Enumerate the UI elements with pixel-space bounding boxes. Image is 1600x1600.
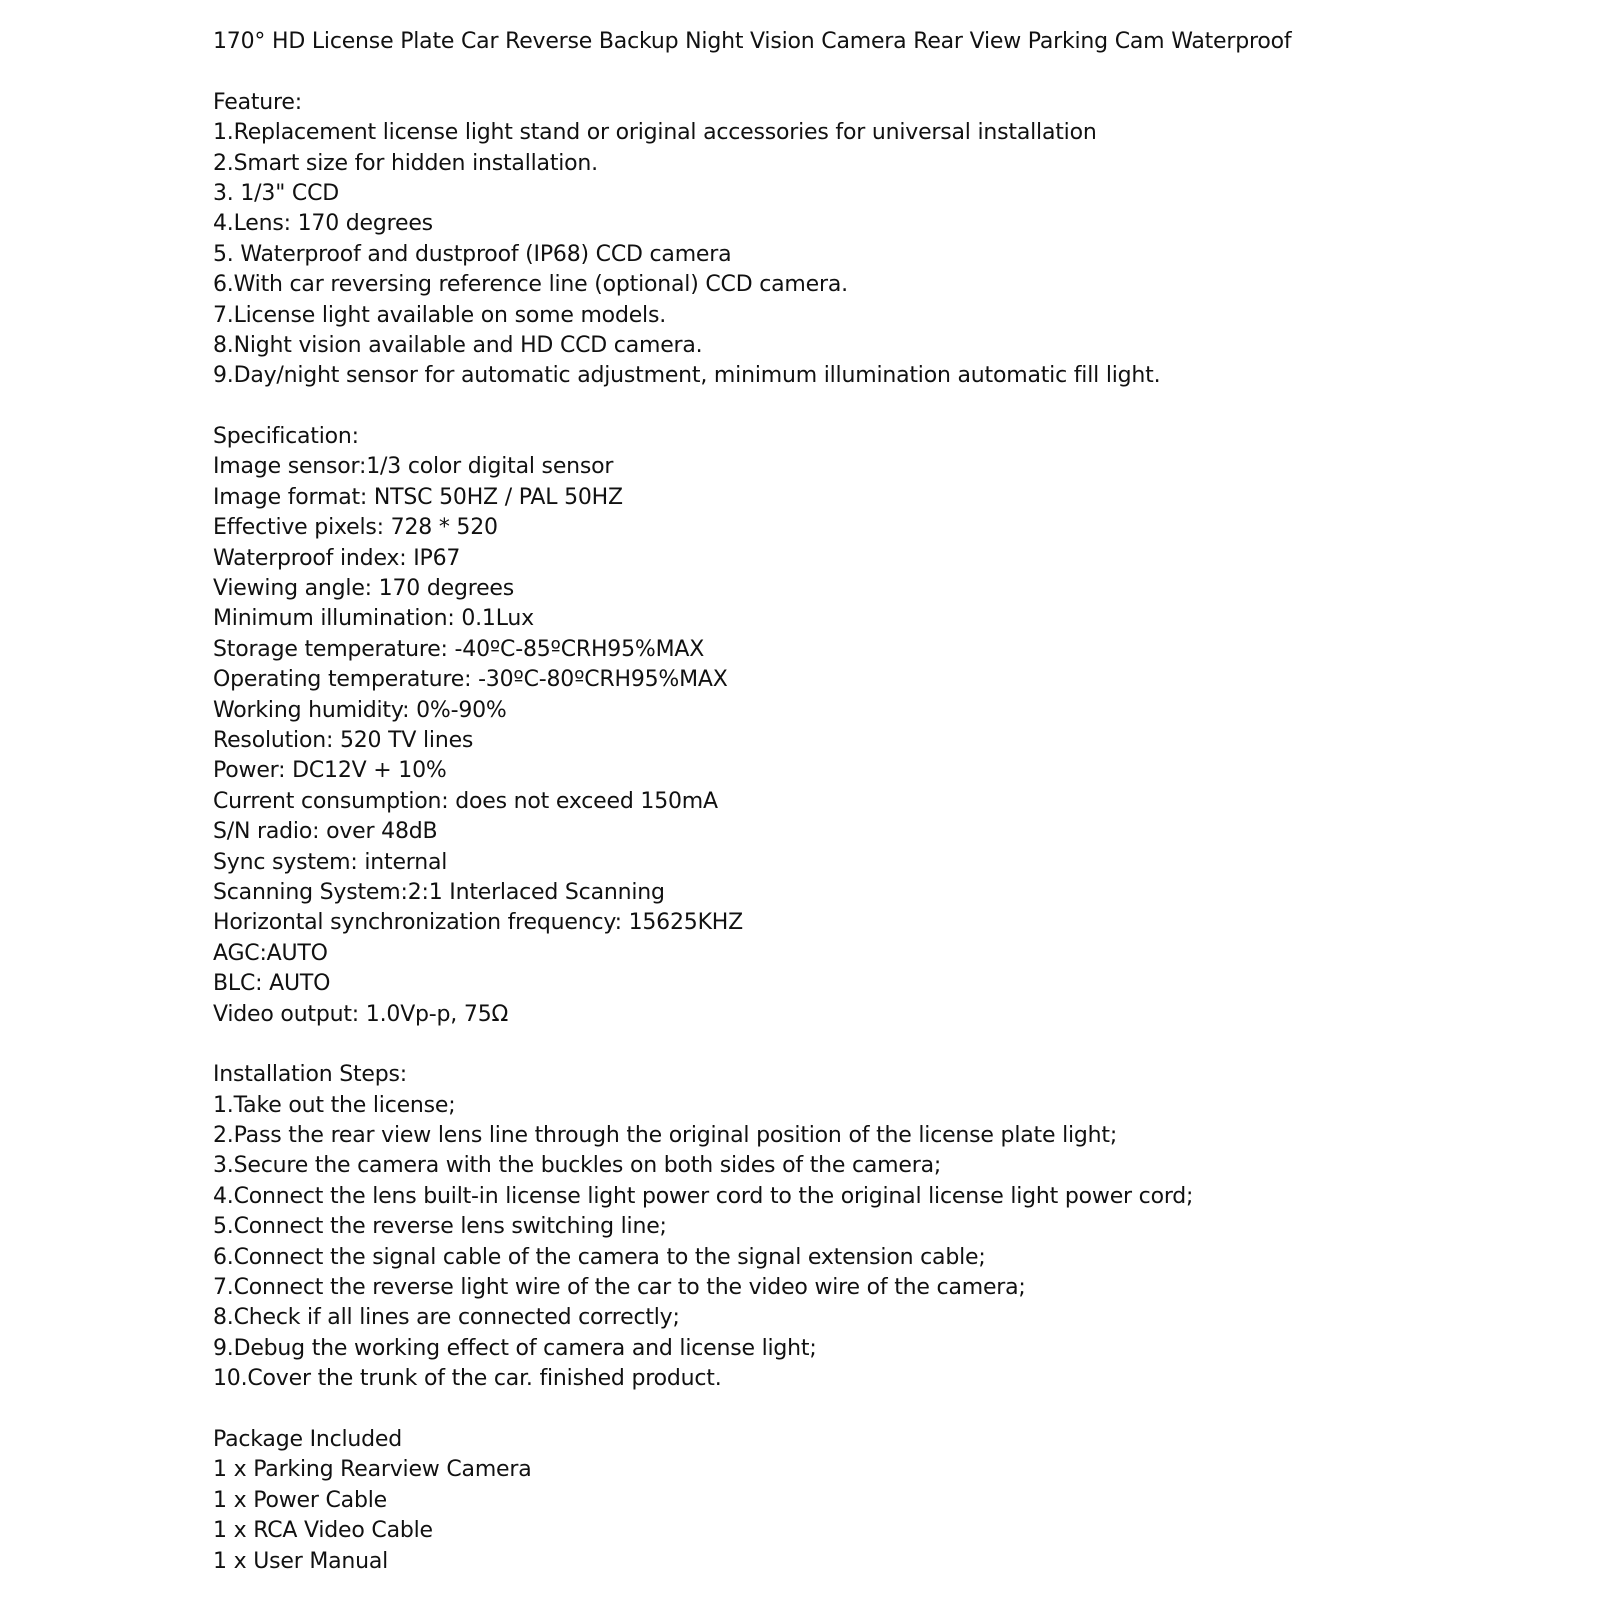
spec-item: Storage temperature: -40ºC-85ºCRH95%MAX [213, 636, 705, 662]
spec-item: Operating temperature: -30ºC-80ºCRH95%MAX [213, 667, 728, 693]
feature-item: 9.Day/night sensor for automatic adjustment, minimum illumination automatic fill light. [213, 363, 1161, 389]
spec-item: Waterproof index: IP67 [213, 545, 461, 571]
installation-step: 8.Check if all lines are connected correctly; [213, 1305, 680, 1331]
package-item: 1 x Parking Rearview Camera [213, 1457, 532, 1483]
spec-item: Viewing angle: 170 degrees [213, 576, 515, 602]
specification-section [213, 422, 1573, 1030]
installation-step: 1.Take out the license; [213, 1092, 456, 1118]
installation-step: 6.Connect the signal cable of the camera to the signal extension cable; [213, 1244, 986, 1270]
installation-step: 3.Secure the camera with the buckles on both sides of the camera; [213, 1153, 942, 1179]
spec-item: BLC: AUTO [213, 971, 331, 997]
spec-item: Scanning System:2:1 Interlaced Scanning [213, 879, 665, 905]
feature-item: 5. Waterproof and dustproof (IP68) CCD camera [213, 241, 732, 267]
feature-heading: Feature: [213, 89, 302, 115]
feature-item: 6.With car reversing reference line (optional) CCD camera. [213, 272, 848, 298]
package-item: 1 x User Manual [213, 1548, 389, 1574]
installation-step: 4.Connect the lens built-in license light power cord to the original license light power cord; [213, 1183, 1194, 1209]
spacer [213, 57, 1573, 87]
spec-item: Horizontal synchronization frequency: 15625KHZ [213, 910, 744, 936]
document-title: 170° HD License Plate Car Reverse Backup Night Vision Camera Rear View Parking Cam Waterproof [213, 29, 1292, 54]
spacer [213, 392, 1573, 422]
feature-section [213, 88, 1573, 392]
spec-item: S/N radio: over 48dB [213, 819, 438, 845]
spec-item: Minimum illumination: 0.1Lux [213, 606, 534, 632]
package-item: 1 x Power Cable [213, 1487, 387, 1513]
installation-step: 9.Debug the working effect of camera and license light; [213, 1335, 817, 1361]
installation-heading: Installation Steps: [213, 1062, 408, 1088]
spec-item: Effective pixels: 728 * 520 [213, 515, 498, 541]
spec-item: Current consumption: does not exceed 150mA [213, 788, 718, 814]
feature-item: 1.Replacement license light stand or original accessories for universal installation [213, 120, 1097, 146]
package-heading: Package Included [213, 1426, 403, 1452]
product-description-document [213, 27, 1573, 1577]
installation-step: 2.Pass the rear view lens line through the original position of the license plate light; [213, 1123, 1118, 1149]
spec-item: Image format: NTSC 50HZ / PAL 50HZ [213, 484, 623, 510]
spacer [213, 1030, 1573, 1060]
feature-item: 3. 1/3" CCD [213, 180, 339, 206]
package-item: 1 x RCA Video Cable [213, 1518, 433, 1544]
package-section [213, 1425, 1573, 1577]
spec-item: Video output: 1.0Vp-p, 75Ω [213, 1001, 509, 1027]
installation-step: 5.Connect the reverse lens switching line; [213, 1214, 667, 1240]
spec-item: Power: DC12V + 10% [213, 758, 447, 784]
feature-item: 2.Smart size for hidden installation. [213, 150, 598, 176]
spacer [213, 1395, 1573, 1425]
spec-item: Image sensor:1/3 color digital sensor [213, 454, 614, 480]
specification-heading: Specification: [213, 424, 359, 450]
feature-item: 8.Night vision available and HD CCD camera. [213, 332, 703, 358]
spec-item: Sync system: internal [213, 849, 448, 875]
spec-item: AGC:AUTO [213, 940, 328, 966]
installation-step: 7.Connect the reverse light wire of the car to the video wire of the camera; [213, 1275, 1026, 1301]
feature-item: 4.Lens: 170 degrees [213, 211, 433, 237]
spec-item: Resolution: 520 TV lines [213, 727, 474, 753]
feature-item: 7.License light available on some models. [213, 302, 667, 328]
spec-item: Working humidity: 0%-90% [213, 697, 507, 723]
installation-step: 10.Cover the trunk of the car. finished product. [213, 1366, 722, 1392]
installation-section [213, 1060, 1573, 1394]
